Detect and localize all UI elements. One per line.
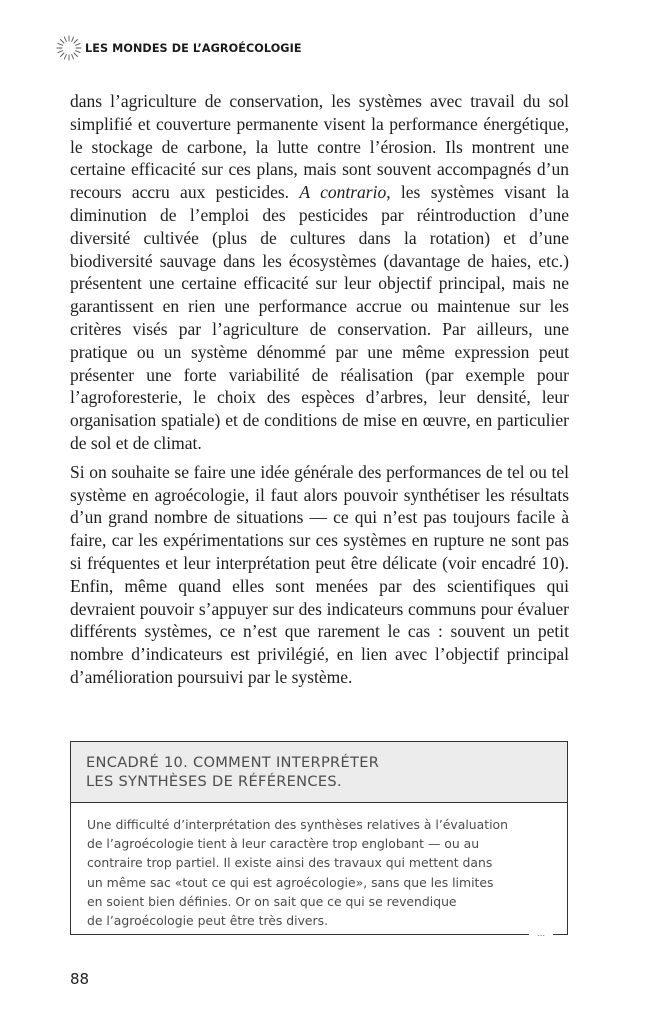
- box-body: [71, 803, 567, 930]
- box-title-line-1: ENCADRÉ 10. COMMENT INTERPRÉTER: [86, 754, 380, 771]
- box-line: Une difficulté d’interprétation des synthèses relatives à l’évaluation: [87, 817, 508, 832]
- box-title: [71, 742, 567, 803]
- box-line: un même sac «tout ce qui est agroécologie», sans que les limites: [87, 874, 494, 890]
- main-text: [70, 90, 569, 695]
- paragraph-1: [70, 90, 569, 455]
- box-title-line-2: LES SYNTHÈSES DE RÉFÉRENCES.: [86, 773, 342, 790]
- page-number: 88: [70, 970, 90, 988]
- running-header: [55, 33, 302, 63]
- box-line: de l’agroécologie peut être très divers.: [87, 913, 329, 929]
- header-title: LES MONDES DE L’AGROÉCOLOGIE: [85, 41, 302, 55]
- italic-phrase: A contrario: [299, 182, 387, 203]
- box-line: contraire trop partiel. Il existe ainsi des travaux qui mettent dans: [87, 855, 493, 871]
- sunburst-icon: [55, 34, 83, 62]
- box-line: de l’agroécologie tient à leur caractère trop englobant — ou au: [87, 836, 480, 852]
- paragraph-1-start: dans l’agriculture de conservation, les systèmes avec travail du sol simplifié et couverture permanente visent la performance énergétique, le stockage de carbone, la lutte contre l’érosion. Ils montrent une certaine efficacité sur ces plans, mais sont souvent accompagnés d’un recours accru aux pesticides.: [70, 91, 569, 203]
- paragraph-2: Si on souhaite se faire une idée générale des performances de tel ou tel système en agroécologie, il faut alors pouvoir synthétiser les résultats d’un grand nombre de situations — ce qui n’est pas toujours facile à faire, car les expérimentations sur ces systèmes en rupture ne sont pas si fréquentes et leur interprétation peut être délicate (voir encadré 10). Enfin, même quand elles sont menées par des scientifiques qui devraient pouvoir s’appuyer sur des indicateurs communs pour évaluer différents systèmes, ce n’est que rarement le cas : souvent un petit nombre d’indicateurs est privilégié, en lien avec l’objectif principal d’amélioration poursuivi par le système.: [70, 461, 569, 687]
- paragraph-1-end: , les systèmes visant la diminution de l’emploi des pesticides par réintroduction d’une diversité cultivée (plus de cultures dans la rotation) et d’une biodiversité sauvage dans les écosystèmes (davantage de haies, etc.) présentent une certaine efficacité sur leur objectif principal, mais ne garantissent en rien une performance accrue ou maintenue sur les critères visés par l’agriculture de conservation. Par ailleurs, une pratique ou un système dénommé par une même expression peut présenter une forte variabilité de réalisation (par exemple pour l’agroforesterie, le choix des espèces d’arbres, leur densité, leur organisation spatiale) et de conditions de mise en œuvre, en particulier de sol et de climat.: [70, 182, 570, 453]
- sidebar-box-encadre-10: [70, 741, 568, 938]
- box-line: en soient bien définies. Or on sait que ce qui se revendique: [87, 893, 457, 909]
- continuation-mark: ...: [529, 930, 553, 938]
